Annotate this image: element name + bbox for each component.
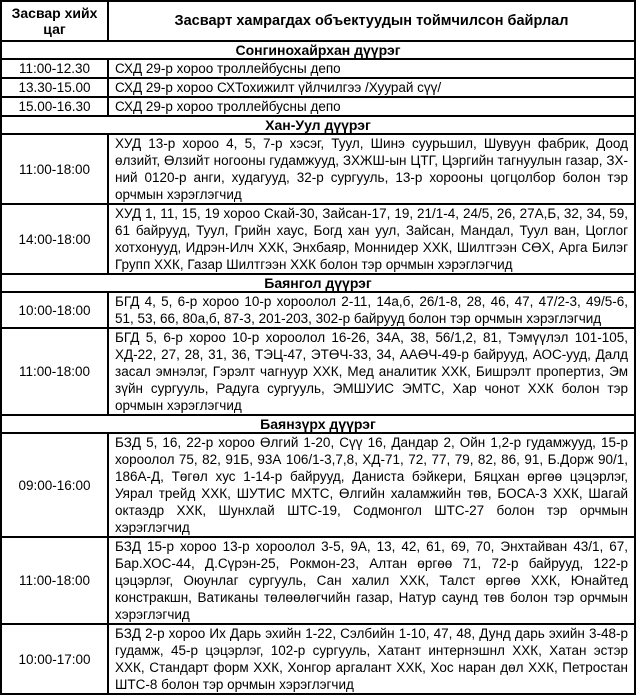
repair-location: БЗД 5, 16, 22-р хороо Өлгий 1-20, Сүү 16, Дандар 2, Ойн 1,2-р гудамжууд, 15-р хороолол 75, 82, 91Б, 93А 106/1-3,7,8, ХД-71, 72, 77, 79, 82, 86, 91, Б.Дорж 90/1, 186А-Д, Төгөл хус 1-14-р байрууд, Даниста бэйкери, Бяцхан өргөө цэцэрлэг, Уярал трейд ХХК, ШУТИС МХТС, Өлгийн халамжийн төв, БОСА-3 ХХК, Шагай октаэдр ХХК, Шунхлай ШТС-19, Содмонгол ШТС-27 болон тэр орчмын хэрэглэгчид: [108, 433, 635, 537]
repair-location: БГД 4, 5, 6-р хороо 10-р хороолол 2-11, 14а,б, 26/1-8, 28, 46, 47, 47/2-3, 49/5-6, 51, 53, 66, 80а,б, 87-3, 201-203, 302-р байрууд болон тэр орчмын хэрэглэгчид: [108, 292, 635, 328]
district-section-row: [1, 274, 635, 292]
district-header: Баянзүрх дүүрэг: [1, 415, 635, 433]
district-section-row: [1, 116, 635, 134]
repair-time: 11:00-18:00: [1, 328, 108, 415]
schedule-body: [1, 41, 635, 694]
schedule-row: [1, 59, 635, 78]
repair-location: БГД 5, 6-р хороо 10-р хороолол 16-26, 34А, 38, 56/1,2, 81, Тэмүүлэл 101-105, ХД-22, 27, 28, 31, 36, ТЭЦ-47, ЭТӨЧ-33, 34, ААӨЧ-49-р байрууд, АОС-ууд, Далд засал эмнэлэг, Гэрэлт чагнуур ХХК, Мед аналитик ХХК, Бишрэлт пропертиз, Эм зүйн сургууль, Радуга сургууль, ЭМШУИС ЭМТС, Хар чонот ХХК болон тэр орчмын хэрэглэгчид: [108, 328, 635, 415]
schedule-row: [1, 292, 635, 328]
repair-location: ХУД 13-р хороо 4, 5, 7-р хэсэг, Туул, Шинэ суурьшил, Шувуун фабрик, Доод өлзийт, Өлзийт ногооны гудамжууд, ЗХЖШ-ын ЦТГ, Цэргийн тагнуулын газар, ЗХ-ний 0120-р анги, худагууд, 32-р сургууль, 13-р хорооны цогцолбор болон тэр орчмын хэрэглэгчид: [108, 134, 635, 204]
schedule-row: [1, 78, 635, 97]
repair-time: 11:00-18:00: [1, 134, 108, 204]
repair-location: СХД 29-р хороо троллейбусны депо: [108, 97, 635, 116]
schedule-row: [1, 204, 635, 274]
district-header: Сонгинохайрхан дүүрэг: [1, 41, 635, 59]
repair-time: 11:00-18:00: [1, 537, 108, 624]
repair-location: СХД 29-р хороо троллейбусны депо: [108, 59, 635, 78]
repair-location: ХУД 1, 11, 15, 19 хороо Скай-30, Зайсан-17, 19, 21/1-4, 24/5, 26, 27А,Б, 32, 34, 59, 61 байрууд, Туул, Грийн хаус, Богд хан уул, Зайсан, Мандал, Туул ван, Цоглог хотхонууд, Идрэн-Илч ХХК, Энхбаяр, Моннидер ХХК, Шилтгээн СӨХ, Арга Билэг Групп ХХК, Газар Шилтгээн ХХК болон тэр орчмын хэрэглэгчид: [108, 204, 635, 274]
schedule-row: [1, 134, 635, 204]
schedule-row: [1, 433, 635, 537]
header-repair-time: Засвар хийх цаг: [1, 1, 108, 41]
header-location: Засварт хамрагдах объектуудын тоймчилсон байрлал: [108, 1, 635, 41]
header-row: [1, 1, 635, 41]
schedule-row: [1, 537, 635, 624]
repair-time: 13.30-15.00: [1, 78, 108, 97]
repair-time: 10:00-17:00: [1, 624, 108, 694]
schedule-row: [1, 328, 635, 415]
repair-time: 09:00-16:00: [1, 433, 108, 537]
repair-time: 14:00-18:00: [1, 204, 108, 274]
district-section-row: [1, 41, 635, 59]
repair-time: 15.00-16.30: [1, 97, 108, 116]
repair-location: СХД 29-р хороо СХТохижилт үйлчилгээ /Хуурай сүү/: [108, 78, 635, 97]
district-header: Баянгол дүүрэг: [1, 274, 635, 292]
repair-time: 11:00-12.30: [1, 59, 108, 78]
district-section-row: [1, 415, 635, 433]
repair-location: БЗД 15-р хороо 13-р хороолол 3-5, 9А, 13, 42, 61, 69, 70, Энхтайван 43/1, 67, Бар.ХОС-44, Д.Сүрэн-25, Рокмон-23, Алтан өргөө 71, 72-р байрууд, 122-р цэцэрлэг, Оюунлаг сургууль, Сан халил ХХК, Талст өргөө ХХК, Юнайтед констракшн, Ватиканы төлөөлөгчийн газар, Натур саунд төв болон тэр орчмын хэрэглэгчид: [108, 537, 635, 624]
schedule-row: [1, 97, 635, 116]
repair-location: БЗД 2-р хороо Их Дарь эхийн 1-22, Сэлбийн 1-10, 47, 48, Дунд дарь эхийн 3-48-р гудамж, 45-р цэцэрлэг, 102-р сургууль, Хатант интернэшнл ХХК, Хатан эстэр ХХК, Стандарт форм ХХК, Хонгор аргалант ХХК, Хос наран дөл ХХК, Петростан ШТС-8 болон тэр орчмын хэрэглэгчид: [108, 624, 635, 694]
table-header: [1, 1, 635, 41]
schedule-row: [1, 624, 635, 694]
district-header: Хан-Уул дүүрэг: [1, 116, 635, 134]
repair-time: 10:00-18:00: [1, 292, 108, 328]
